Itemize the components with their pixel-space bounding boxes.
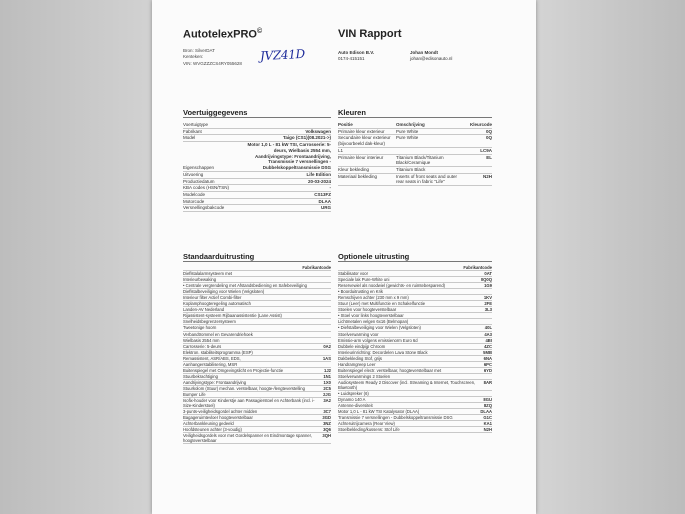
equipment-code: 3Q6 (323, 427, 331, 433)
equipment-text: Stoelverwarmings 2 Stoelen (338, 373, 391, 379)
equipment-code: 4BI (485, 337, 492, 343)
equipment-code: 0A2 (323, 343, 331, 349)
equipment-code: 4A3 (484, 331, 492, 337)
equipment-text: Remschijven achter (230 mm x 9 mm) (338, 295, 409, 301)
equipment-text: Stabilisator voor (338, 271, 369, 277)
meta-line: VIN: WVGZZZCS4RY055628 (183, 60, 242, 66)
equipment-code: 8ZQ (483, 403, 492, 409)
standard-equipment-table (183, 265, 331, 444)
equipment-text: Aanhangerstabilisering, MSR (183, 361, 238, 367)
contact-name: Johan Mondt (410, 50, 438, 55)
equipment-text: Bagageruimtevloer hoogteverstelbaar (183, 415, 253, 421)
report-sheet (152, 0, 536, 514)
equipment-text: Bumper Life (183, 391, 206, 397)
equipment-text: Koplamphoogteregeling automatisch (183, 301, 251, 307)
equipment-code: 1J2 (324, 367, 331, 373)
equipment-text: Interieur filter Actief Combi-filter (183, 295, 242, 301)
equipment-code: 5MB (483, 349, 492, 355)
table-row: L1 LC9A (338, 147, 492, 153)
colors-table (338, 122, 492, 186)
equipment-code: 4ZC (484, 343, 492, 349)
table-header: Fabrikantcode (338, 265, 492, 271)
equipment-text: Dakbekleding Stof, grijs (338, 355, 382, 361)
equipment-text: Buitenspiegel met Omgevingslicht en Projectie-functie (183, 367, 284, 373)
table-row: Modelcode CS13FZ (183, 191, 331, 197)
equipment-code: 1N1 (323, 373, 331, 379)
equipment-code: 1KV (483, 295, 492, 301)
equipment-code: 1X0 (323, 379, 331, 385)
table-row: Uitvoering Life Edition (183, 171, 331, 177)
equipment-text: Verbandtrommel en Gevarendriehoek (183, 331, 253, 337)
equipment-text: • Luidspreker (6) (338, 390, 369, 396)
table-row-properties: Eigenschappen Motor 1,0 L - 81 kW TSI, Carrosserie: 5-deurs, Wielbasis 2554 mm, Aandrijvingstype: Frontaandrijving, Transmissie 7 versnellingen - Dubbelskoppeltransmissie DSG (183, 142, 331, 171)
table-surface-right (535, 0, 685, 514)
table-row: Motorcode DLAA (183, 198, 331, 204)
optional-equipment-table (338, 265, 492, 433)
equipment-text: • Centrale vergrendeling met Afstandsbediening en Safebeveiliging (183, 283, 307, 289)
equipment-text: Achterbankleuning gedeeld (183, 421, 234, 427)
table-row: Materiaal bekleding Inserts of front seats and outer rear seats in fabric "Life" N2H (338, 173, 492, 185)
brand-title: AutotelexPRO© (183, 28, 263, 41)
equipment-code: 1G9 (484, 283, 492, 289)
table-row: KBA codes (HSN/TSN) - (183, 185, 331, 191)
equipment-code: 2C5 (323, 385, 331, 391)
equipment-code: KA1 (483, 421, 492, 427)
equipment-text: Aandrijvingstype: Frontaandrijving (183, 379, 247, 385)
equipment-text: Handramgreep Leer (338, 361, 376, 367)
equipment-text: Dieflstalbeveiliging voor Wielen (Velgsloten) (183, 289, 265, 295)
table-row (338, 380, 492, 391)
table-row: Fabrikant Volkswagen (183, 128, 331, 134)
equipment-text: Snelheidsbegrenzersysteem (183, 319, 236, 325)
table-row (338, 427, 492, 433)
table-surface-left (0, 0, 152, 514)
equipment-text: Tweetonige hoorn (183, 325, 217, 331)
equipment-text: Stoelen voor hoogteverstelbaar (338, 307, 397, 313)
equipment-code: 6NA (483, 355, 492, 361)
equipment-code: N2H (483, 427, 492, 433)
equipment-text: Hoofdsteunen achter (3-voudig) (183, 427, 242, 433)
equipment-text: Stuurbekrachtiging (183, 373, 218, 379)
equipment-code: 2JG (323, 391, 331, 397)
equipment-text: Lichtmetalen velgen 6x16 (Belmopan) (338, 319, 409, 325)
equipment-text: Isofix-houder voor Kinderstje aan Passagierstoel en Achterbank (incl. i-Size-Kinderstoel) (183, 398, 315, 409)
equipment-text: Transmissie 7 versnellingen - Dubbelskoppeltransmissie DSG (338, 415, 453, 421)
table-row: Productiedatum 20-03-2024 (183, 178, 331, 184)
dealer-name: Auto Edison B.V. (338, 50, 375, 55)
equipment-text: Emissie-arm volgens emissienorm Euro 6d (338, 337, 418, 343)
table-header: Fabrikantcode (183, 265, 331, 271)
table-row: Secundaire kleur exterieur (bijvoorbeeld dak-kleur) Pure White 0Q (338, 135, 492, 147)
equipment-text: • Boorduitrusting en Krik (338, 289, 383, 295)
equipment-text: • Diefstalbeveiliging voor Wielen (Velgsloten) (338, 325, 421, 331)
equipment-text: Antenne-diversiteit (338, 403, 373, 409)
equipment-text: Stuurkolom (Stuur) mechan. verstelbaar, hoogte-/lengteverstelling (183, 385, 305, 391)
equipment-code: DLAA (480, 409, 492, 415)
equipment-code: 3NZ (323, 421, 331, 427)
equipment-text: • Stoel voor links hoogteverstelbaar (338, 313, 404, 319)
equipment-text: Remassistent, ASR/ABS, EDS, (183, 355, 241, 361)
table-row (183, 398, 331, 409)
equipment-text: Buitenspiegel electr. verstelbaar, hoogteverstelbaar met (338, 367, 442, 373)
equipment-text: Achteruitrijcamera (Rear View) (338, 421, 395, 427)
equipment-text: Carrosserie: 5-deurs (183, 343, 222, 349)
equipment-text: Stoelbekleding/kussens: Stof Life (338, 427, 400, 433)
report-title: VIN Rapport (338, 28, 402, 40)
equipment-code: 2FE (484, 301, 492, 307)
equipment-text: Dubbele eindpijp Chroom (338, 343, 386, 349)
equipment-text: Motor 1,0 L - 81 kW TSI Katalysator (DLAA) (338, 409, 420, 415)
equipment-code: 6YD (483, 367, 492, 373)
equipment-text: Speciale lak Pure-White uni (338, 277, 390, 283)
source-meta (183, 48, 242, 67)
contact-email: johan@edisonauto.nl (410, 56, 453, 61)
dealer-info (338, 50, 374, 62)
meta-line: Kenteken: (183, 54, 204, 60)
equipment-text: Interieurinrichting: Decordelen Lava Stone Black (338, 349, 428, 355)
colors-heading: Kleuren (338, 108, 492, 118)
equipment-code: 1AS (322, 355, 331, 361)
table-row: Model Taigo (CS1)(08.2021->) (183, 135, 331, 141)
vehicle-table (183, 122, 331, 212)
table-row: Primaire kleur interieur Titanium Black/Titanium Black/Ceramique EL (338, 154, 492, 166)
optional-equipment-heading: Optionele uitrusting (338, 252, 492, 262)
table-row: Primaire kleur exterieur Pure White 0Q (338, 128, 492, 134)
equipment-code: 3A2 (323, 398, 331, 404)
equipment-text: Interieurbewaking (183, 277, 217, 283)
standard-equipment-heading: Standaarduitrusting (183, 252, 331, 262)
equipment-code: 3L3 (484, 307, 492, 313)
equipment-code: 8GU (483, 397, 492, 403)
vehicle-heading: Voertuiggegevens (183, 108, 331, 118)
equipment-code: 8AR (483, 379, 492, 385)
table-row: Versnellingsbakcode URG (183, 205, 331, 211)
equipment-text: Audiosysteem Ready 2 Discover (incl. Streaming & Internet, Touchscreen, Bluetooth) (338, 379, 476, 390)
table-row (183, 433, 331, 444)
table-row: Voertuigtype (183, 122, 331, 129)
equipment-text: Stuur (Leer) met Multifunctie en Schakelfunctie (338, 301, 426, 307)
equipment-text: Elektron. stabiliteitsprogramma (ESP) (183, 349, 253, 355)
equipment-text: Wielbasis 2554 mm (183, 337, 220, 343)
equipment-code: 3GD (322, 415, 331, 421)
equipment-text: Landen-AV Nederland (183, 307, 225, 313)
contact-info (410, 50, 452, 62)
equipment-text: Rijassistent-systeem Rijbaanassistentie (Lane Assist) (183, 313, 282, 319)
equipment-text: Dynamo 140 A (338, 397, 366, 403)
meta-line: Bron: SilverDAT (183, 48, 215, 53)
equipment-code: 40L (484, 325, 492, 331)
handwritten-plate-note: JVZ41D (259, 46, 306, 64)
table-header: Positie Omschrijving Kleurcode (338, 122, 492, 127)
equipment-text: Reservewiel als noodwiel (gewichts- en ruimtebesparend) (338, 283, 446, 289)
equipment-code: 3QH (322, 433, 331, 439)
equipment-text: Stoelverwarming voor (338, 331, 379, 337)
equipment-code: G1C (483, 415, 492, 421)
equipment-code: 0AT (484, 271, 492, 277)
equipment-code: 0Q0Q (480, 277, 492, 283)
equipment-code: 6PC (483, 361, 492, 367)
equipment-text: Dieflstalalarmsysteem met (183, 271, 233, 277)
table-row: Kleur bekleding Titanium Black (338, 167, 492, 174)
equipment-text: 3-punts-veiligheidsgordel achter midden (183, 409, 258, 415)
dealer-phone: 0174-415151 (338, 56, 365, 61)
equipment-code: 3C7 (323, 409, 331, 415)
equipment-text: Veiligheidsgordels voor met Gordelspanner en Eindmontage spanner, hoogteverstelbaar (183, 433, 312, 444)
